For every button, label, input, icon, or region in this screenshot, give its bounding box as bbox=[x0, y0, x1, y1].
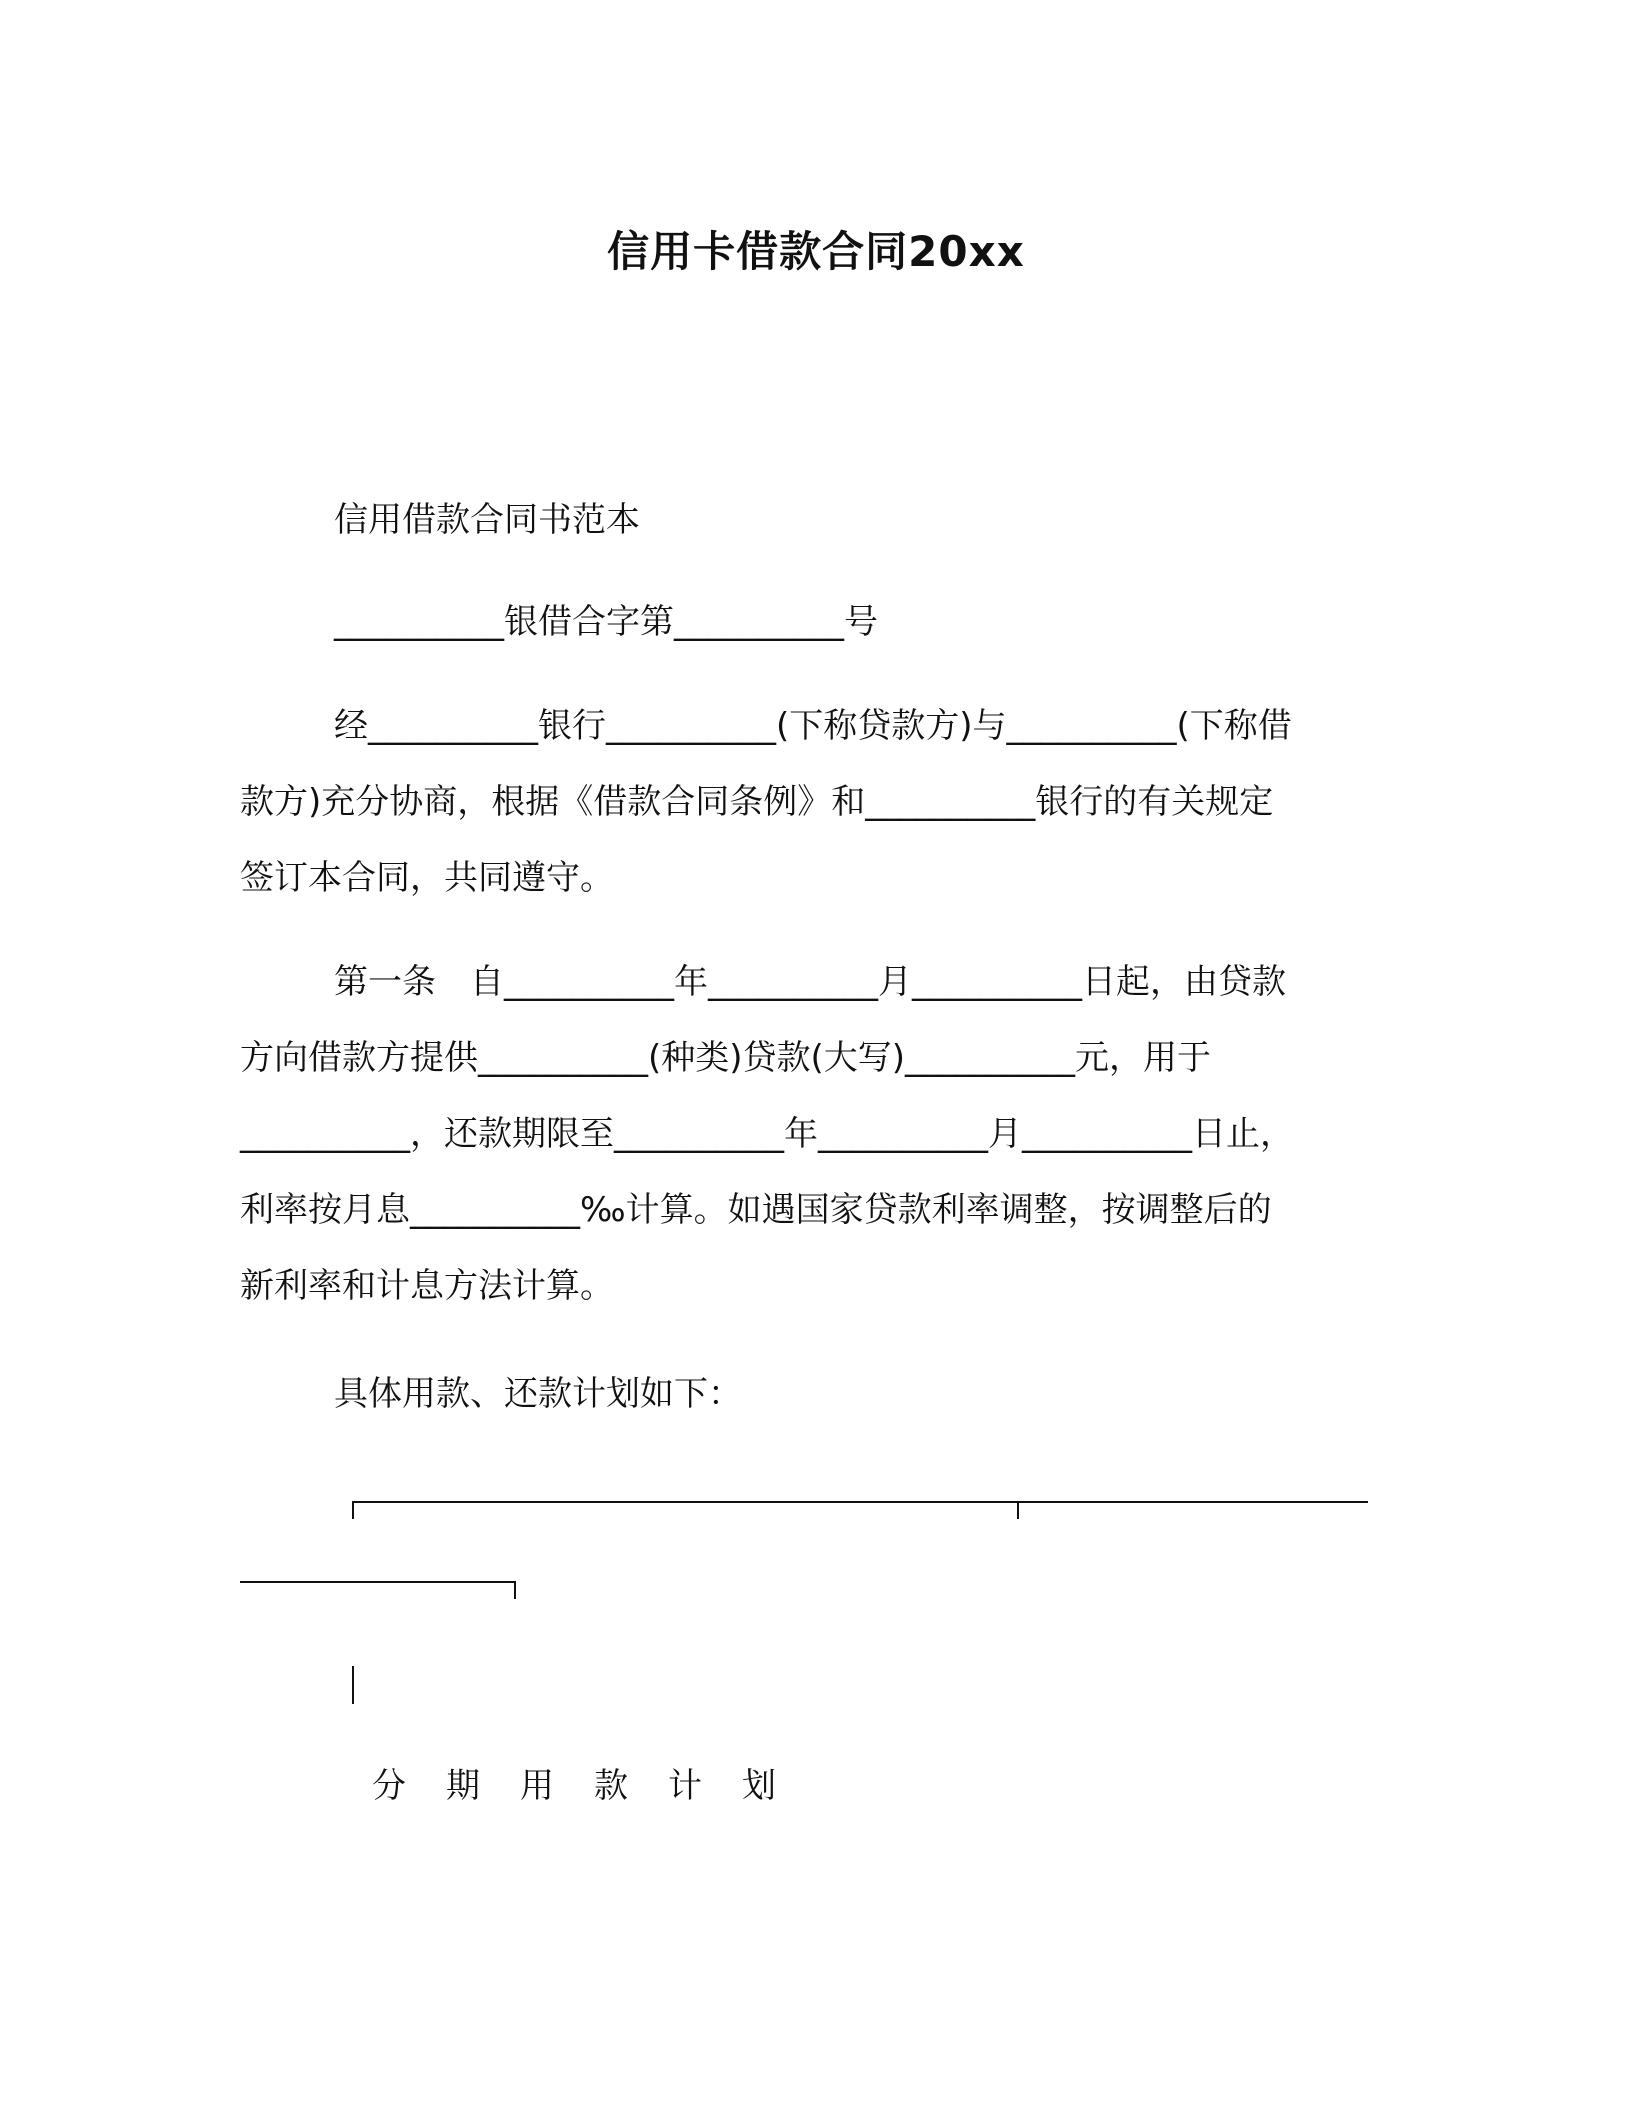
contract-number-line bbox=[334, 598, 878, 646]
contract-number-blank-2: __________ bbox=[674, 602, 844, 642]
document-heading: 信用借款合同书范本 bbox=[334, 500, 640, 540]
table-middle-tick bbox=[1017, 1501, 1019, 1519]
article1-line-3: __________，还款期限至__________年__________月__________日止， bbox=[240, 1114, 1294, 1154]
document-title: 信用卡借款合同20xx bbox=[607, 227, 1025, 276]
article1-line-5: 新利率和计息方法计算。 bbox=[240, 1266, 614, 1306]
table-row-tick bbox=[514, 1581, 516, 1599]
table-cell-left-border bbox=[352, 1666, 354, 1704]
preamble-line-3: 签订本合同，共同遵守。 bbox=[240, 858, 614, 898]
table-top-border bbox=[352, 1501, 1368, 1503]
article1-line-4: 利率按月息__________‰计算。如遇国家贷款利率调整，按调整后的 bbox=[240, 1190, 1272, 1230]
preamble-line-2: 款方)充分协商，根据《借款合同条例》和__________银行的有关规定 bbox=[240, 782, 1274, 822]
contract-number-text: 银借合字第 bbox=[504, 602, 674, 642]
table-left-tick bbox=[352, 1501, 354, 1519]
preamble-line-1: 经__________银行__________(下称贷款方)与__________(下称借 bbox=[334, 706, 1292, 746]
plan-table-header: 分期用款计划 bbox=[372, 1766, 816, 1806]
article1-line-2: 方向借款方提供__________(种类)贷款(大写)__________元，用于 bbox=[240, 1038, 1212, 1078]
plan-intro: 具体用款、还款计划如下： bbox=[334, 1374, 742, 1414]
article1-line-1: 第一条 自__________年__________月__________日起，由贷款 bbox=[334, 962, 1286, 1002]
table-row-border bbox=[240, 1581, 516, 1583]
contract-number-blank: __________ bbox=[334, 602, 504, 642]
contract-number-suffix: 号 bbox=[844, 602, 878, 642]
